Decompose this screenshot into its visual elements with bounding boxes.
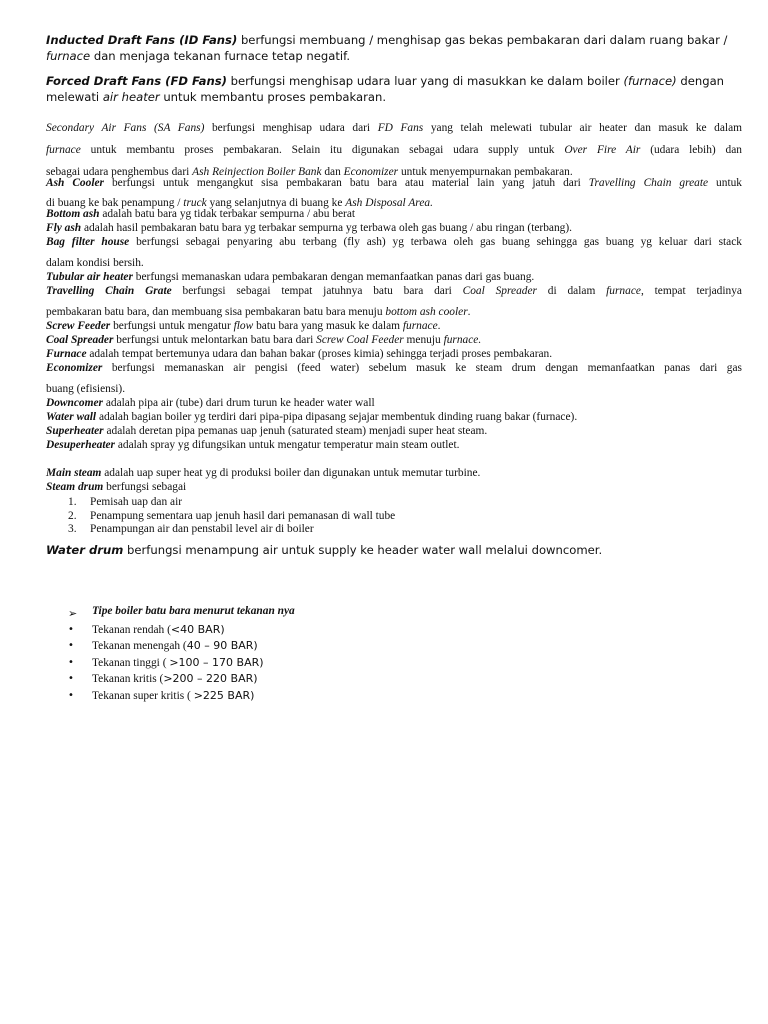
tcg-text-5: .	[467, 306, 471, 318]
bottom-ash-text: adalah batu bara yg tidak terbakar sempurna / abu berat	[99, 208, 356, 220]
tcg-text-2: di dalam	[536, 285, 607, 297]
tcg-text-4: pembakaran batu bara, dan membuang sisa pembakaran batu bara menuju	[46, 306, 386, 318]
screw-feeder-furnace: furnace	[402, 320, 438, 332]
item-value: <40 BAR)	[170, 623, 225, 636]
ash-cooler-tcg: Travelling Chain greate	[588, 177, 709, 189]
screw-feeder-flow: flow	[233, 320, 254, 332]
downcomer-term: Downcomer	[46, 397, 103, 409]
id-fans-furnace: furnace	[46, 49, 91, 63]
list-item	[46, 510, 742, 524]
steam-drum-text: berfungsi sebagai	[103, 481, 187, 493]
main-steam-text: adalah uap super heat yg di produksi boiler dan digunakan untuk memutar turbine.	[101, 467, 481, 479]
list-item-text: Penampungan air dan penstabil level air di boiler	[90, 523, 314, 536]
fd-fans-term: Forced Draft Fans (FD Fans)	[46, 74, 227, 88]
list-item	[46, 655, 742, 671]
ash-cooler-text-4: yang selanjutnya di buang ke	[206, 197, 346, 209]
tcg-furnace: furnace	[606, 285, 641, 297]
furnace-text: adalah tempat bertemunya udara dan bahan bakar (proses kimia) sehingga terjadi proses pembakaran.	[86, 348, 553, 360]
fd-fans-text-2: dengan	[676, 74, 725, 88]
economizer-term: Economizer	[46, 362, 103, 374]
list-number: 1.	[68, 496, 77, 508]
item-label: Tekanan rendah (	[92, 624, 171, 636]
sa-fans-text-6: dan	[321, 166, 344, 178]
tcg-text-1: berfungsi sebagai tempat jatuhnya batu bara dari	[171, 285, 463, 297]
sa-fans-text-5: sebagai udara penghembus dari	[46, 166, 193, 178]
water-drum-text: berfungsi menampung air untuk supply ke header water wall melalui downcomer.	[123, 543, 603, 557]
tcg-bac: bottom ash cooler	[385, 306, 468, 318]
fd-fans-air-heater: air heater	[102, 90, 160, 104]
ash-cooler-term: Ash Cooler	[46, 177, 104, 189]
bag-filter-text-2: dalam kondisi bersih.	[46, 257, 144, 269]
bottom-ash-term: Bottom ash	[46, 208, 100, 220]
bullet-icon: •	[68, 673, 74, 685]
list-number: 3.	[68, 523, 77, 536]
downcomer-text: adalah pipa air (tube) dari drum turun ke header water wall	[102, 397, 375, 409]
coal-spreader-text-1: berfungsi untuk melontarkan batu bara dari	[113, 334, 317, 346]
bag-filter-text-1: berfungsi sebagai penyaring abu terbang (fly ash) yg terbawa oleh gas buang sehingga gas buang yg keluar dari stack	[129, 236, 742, 248]
fly-ash-text: adalah hasil pembakaran batu bara yg terbakar sempurna yg terbawa oleh gas buang / abu ringan (terbang).	[81, 222, 573, 234]
sa-fans-arbb: Ash Reinjection Boiler Bank	[192, 166, 322, 178]
id-fans-text-2: dan menjaga tekanan furnace tetap negatif.	[90, 49, 351, 63]
sa-fans-ofa: Over Fire Air	[564, 144, 641, 156]
water-wall-text: adalah bagian boiler yg terdiri dari pipa-pipa dipasang sejajar membentuk dinding ruang bakar (furnace).	[96, 411, 578, 423]
item-label: Tekanan tinggi (	[92, 656, 170, 669]
bag-filter-term: Bag filter house	[46, 236, 130, 248]
ash-cooler-text-2: untuk	[708, 177, 742, 189]
economizer-text-2: buang (efisiensi).	[46, 383, 126, 395]
sa-fans-text-7: untuk menyempurnakan pembakaran.	[398, 166, 573, 178]
superheater-text: adalah deretan pipa pemanas uap jenuh (saturated steam) menjadi super heat steam.	[103, 425, 488, 437]
sa-fans-furnace: furnace	[46, 144, 81, 156]
sa-fans-eco: Economizer	[343, 166, 399, 178]
list-item	[46, 622, 742, 638]
id-fans-text: berfungsi membuang / menghisap gas bekas pembakaran dari dalam ruang bakar /	[237, 33, 728, 47]
sa-fans-text-1: berfungsi menghisap udara dari	[204, 122, 378, 134]
fly-ash-term: Fly ash	[46, 222, 82, 234]
ash-cooler-truck: truck	[183, 197, 207, 209]
sa-fans-paragraph	[46, 117, 742, 181]
ash-cooler-ada: Ash Disposal Area.	[345, 197, 433, 209]
id-fans-term: Inducted Draft Fans (ID Fans)	[46, 33, 238, 47]
id-fans-paragraph	[46, 32, 742, 64]
fd-fans-text-3: melewati	[46, 90, 103, 104]
water-drum-term: Water drum	[46, 543, 124, 557]
furnace-term: Furnace	[46, 348, 87, 360]
main-steam-term: Main steam	[46, 467, 102, 479]
fd-fans-text-4: untuk membantu proses pembakaran.	[159, 90, 387, 104]
fd-fans-paragraph	[46, 73, 742, 105]
coal-spreader-scf: Screw Coal Feeder	[316, 334, 404, 346]
list-item	[46, 523, 742, 537]
item-label: Tekanan super kritis (	[92, 689, 194, 702]
tcg-cs: Coal Spreader	[462, 285, 537, 297]
steam-drum-list	[46, 496, 742, 537]
sa-fans-term: Secondary Air Fans (SA Fans)	[46, 122, 205, 134]
item-value: >200 – 220 BAR)	[163, 672, 258, 686]
water-drum-paragraph	[46, 542, 742, 558]
tubular-term: Tubular air heater	[46, 271, 133, 283]
ash-cooler-text-3: di buang ke bak penampung /	[46, 197, 184, 209]
list-item-text: Penampung sementara uap jenuh hasil dari pemanasan di wall tube	[90, 509, 396, 522]
item-value: >225 BAR)	[193, 688, 255, 702]
item-label: Tekanan menengah (	[92, 640, 187, 653]
bullet-icon: •	[68, 624, 74, 635]
desuperheater-text: adalah spray yg difungsikan untuk mengatur temperatur main steam outlet.	[114, 439, 460, 451]
sa-fans-fd: FD Fans	[377, 122, 424, 134]
tcg-term: Travelling Chain Grate	[46, 285, 172, 297]
list-number: 2.	[68, 509, 77, 522]
screw-feeder-text-2: batu bara yang masuk ke dalam	[253, 320, 403, 332]
arrow-bullet-icon: ➢	[68, 607, 78, 620]
ash-cooler-text-1: berfungsi untuk mengangkut sisa pembakaran batu bara atau material lain yang jatuh dari	[103, 177, 589, 189]
coal-spreader-text-2: menuju	[403, 334, 444, 346]
list-item	[46, 638, 742, 654]
boiler-types-heading-wrap	[92, 605, 692, 617]
sa-fans-text-3: untuk membantu proses pembakaran. Selain itu digunakan sebagai udara supply untuk	[80, 144, 565, 156]
item-label: Tekanan kritis (	[92, 673, 164, 686]
sa-fans-text-2: yang telah melewati tubular air heater dan masuk ke dalam	[423, 122, 742, 134]
coal-spreader-term: Coal Spreader	[46, 334, 114, 346]
screw-feeder-text-1: berfungsi untuk mengatur	[110, 320, 234, 332]
superheater-term: Superheater	[46, 425, 104, 437]
tubular-text: berfungsi memanaskan udara pembakaran dengan memanfaatkan panas dari gas buang.	[132, 271, 535, 283]
water-wall-term: Water wall	[46, 411, 97, 423]
tcg-text-3: , tempat terjadinya	[640, 285, 742, 297]
ash-definitions	[46, 207, 742, 452]
item-value: 40 – 90 BAR)	[186, 639, 258, 653]
fd-fans-text: berfungsi menghisap udara luar yang di masukkan ke dalam boiler	[226, 74, 624, 88]
boiler-types-heading: Tipe boiler batu bara menurut tekanan nya	[92, 605, 295, 617]
fd-fans-furnace: (furnace)	[623, 74, 677, 88]
desuperheater-term: Desuperheater	[46, 439, 115, 451]
boiler-types-list	[46, 622, 742, 704]
screw-feeder-term: Screw Feeder	[46, 320, 111, 332]
item-value: >100 – 170 BAR)	[169, 655, 264, 669]
steam-drum-term: Steam drum	[46, 481, 104, 493]
economizer-text-1: berfungsi memanaskan air pengisi (feed water) sebelum masuk ke steam drum dengan memanfaatkan panas dari gas	[102, 362, 742, 374]
list-item	[46, 671, 742, 687]
bullet-icon: •	[68, 689, 74, 701]
list-item	[46, 496, 742, 510]
steam-definitions	[46, 466, 742, 494]
list-item-text: Pemisah uap dan air	[90, 496, 183, 508]
screw-feeder-text-3: .	[437, 320, 441, 332]
bullet-icon: •	[68, 640, 74, 652]
bullet-icon: •	[68, 656, 74, 668]
list-item	[46, 688, 742, 704]
coal-spreader-furnace: furnace.	[443, 334, 482, 346]
sa-fans-text-4: (udara lebih) dan	[640, 144, 742, 156]
